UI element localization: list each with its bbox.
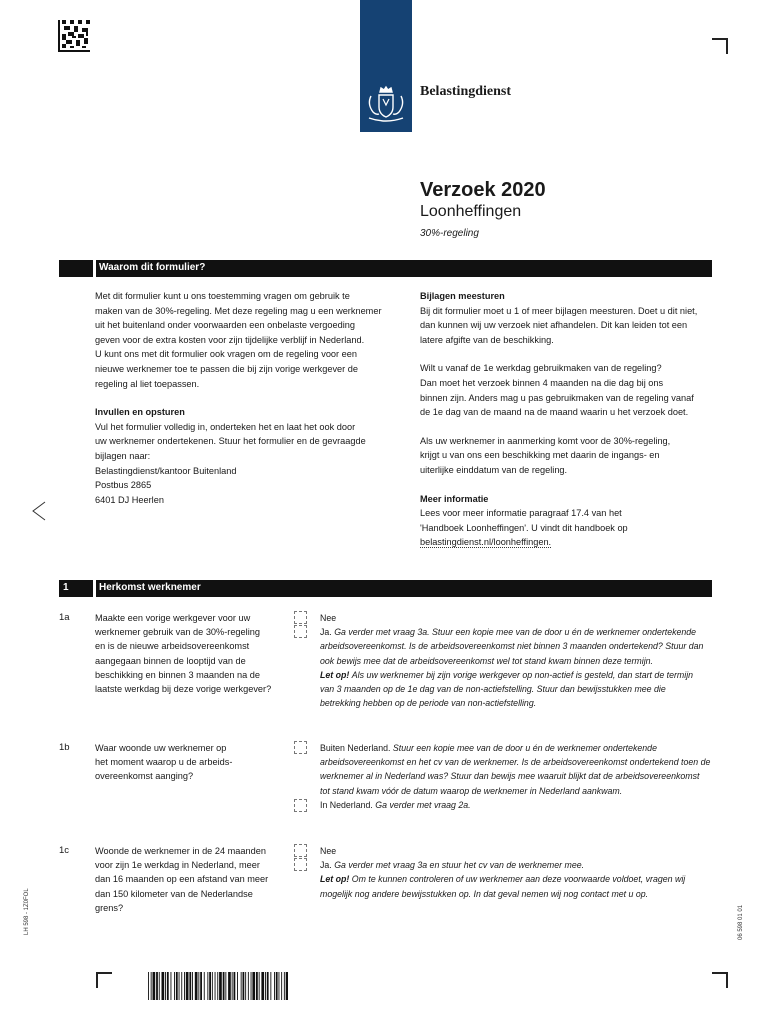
address-line: 6401 DJ Heerlen [95,494,164,505]
info-text: 'Handboek Loonheffingen'. U vindt dit handboek op [420,522,628,533]
info-heading: Meer informatie [420,493,489,504]
option-abroad-text: tot stand kwam vóór de datum waarop de werknemer in Nederland aankwam. [320,785,623,796]
note-text: mogelijk nog andere bewijsstukken op. In dat geval nemen wij nog contact met u op. [320,888,649,899]
option-abroad-text: werknemer al in Nederland was? Stuur dan bewijs mee waaruit blijkt dat de arbeidsovereenkomst [320,771,700,782]
question-line: dan 16 maanden op een afstand van meer [95,874,269,885]
checkbox-1c-yes[interactable] [294,858,307,871]
note-label: Let op! [320,669,350,680]
checkbox-1b-netherlands[interactable] [294,799,307,812]
question-line: beschikking en binnen 3 maanden na de [95,669,260,680]
address-line: Belastingdienst/kantoor Buitenland [95,465,237,476]
option-yes-label: Ja. [320,627,332,638]
question-line: Woonde de werknemer in de 24 maanden [95,846,266,856]
option-yes-text: Ga verder met vraag 3a en stuur het cv van de werknemer mee. [334,860,585,871]
question-line: en is de nieuwe arbeidsovereenkomst [95,641,250,652]
answers-1b [320,741,712,812]
option-yes-text: arbeidsovereenkomst. Is de arbeidsovereenkomst niet binnen 3 maanden ondertekend? Stuur dan [320,641,704,652]
option-yes-label: Ja. [320,860,332,871]
question-line: aangegaan binnen de looptijd van de [95,655,246,666]
candidate-text: Als uw werknemer in aanmerking komt voor de 30%-regeling, [420,435,671,446]
question-line: Maakte een vorige werkgever voor uw [95,613,251,623]
note-text: van 3 maanden op de 1e dag van de non-actiefstelling. Stuur dan bewijsstukken mee die [320,684,666,695]
question-line: voor zijn 1e werkdag in Nederland, meer [95,860,260,871]
form-code-right: 06 598 01 01 [738,904,744,940]
attach-text: Bij dit formulier moet u 1 of meer bijlagen meesturen. Doet u dit niet, [420,305,698,316]
crop-mark [712,972,728,988]
note-text: Om te kunnen controleren of uw werknemer aan deze voorwaarde voldoet, vragen wij [351,874,686,885]
answers-1c [320,844,712,901]
question-line: het moment waarop u de arbeids- [95,757,233,768]
intro-text: Met dit formulier kunt u ons toestemming vragen om gebruik te [95,291,350,301]
question-1b-text [95,741,290,784]
option-netherlands-label: In Nederland. [320,799,373,810]
candidate-text: uiterlijke einddatum van de regeling. [420,464,568,475]
attach-heading: Bijlagen meesturen [420,291,505,301]
question-line: dan 150 kilometer van de Nederlandse [95,888,253,899]
form-code-left: LH 598 - 1Z0FOL [24,888,30,935]
question-line: werknemer gebruik van de 30%-regeling [95,627,260,638]
option-abroad-text: Stuur een kopie mee van de door u én de werknemer ondertekende [392,743,657,753]
option-no-label: Nee [320,846,337,856]
intro-left-column [95,289,395,507]
firstday-text: Dan moet het verzoek binnen 4 maanden na die dag bij ons [420,377,664,388]
form-subtitle: Loonheffingen [420,203,522,220]
intro-text: maken van de 30%-regeling. Met deze regeling mag u een werknemer [95,305,382,316]
firstday-text: binnen zijn. Anders mag u pas gebruikmaken van de regeling vanaf [420,392,694,403]
question-line: overeenkomst aanging? [95,771,194,782]
question-line: laatste werkdag bij deze vorige werkgever? [95,684,272,695]
intro-text: nieuwe werknemer toe te passen die bij zijn vorige werkgever de [95,363,359,374]
section-header-why [59,260,712,277]
option-yes-text: Ga verder met vraag 3a. Stuur een kopie mee van de door u én de werknemer ondertekende [334,627,697,638]
send-text: bijlagen naar: [95,450,151,461]
section-label: Herkomst werknemer [99,582,201,593]
checkbox-1a-yes[interactable] [294,625,307,638]
question-line: Waar woonde uw werknemer op [95,743,227,753]
form-title: Verzoek 2020 [420,179,546,201]
matrix-barcode-icon [58,20,90,52]
option-netherlands-text: Ga verder met vraag 2a. [375,799,471,810]
firstday-text: de 1e dag van de maand na de maand waarin u het verzoek doet. [420,407,689,418]
attach-text: latere afgifte van de beschikking. [420,334,554,345]
info-text: Lees voor meer informatie paragraaf 17.4 van het [420,508,622,519]
question-1a-text [95,611,290,696]
coat-of-arms-icon [363,84,409,124]
send-text: Vul het formulier volledig in, onderteken het en laat het ook door [95,421,356,432]
question-1c-text [95,844,290,915]
fold-mark-icon [30,500,48,522]
checkbox-1c-no[interactable] [294,844,307,857]
barcode-icon [148,972,288,1000]
intro-text: regeling al liet toepassen. [95,378,200,389]
attach-text: dan kunnen wij uw verzoek niet afhandelen. Dit kan leiden tot een [420,320,688,331]
address-line: Postbus 2865 [95,480,152,491]
intro-right-column [420,289,730,550]
crop-mark [96,972,112,988]
question-line: grens? [95,902,124,913]
intro-text: uit het buitenland onder voorwaarden een onbelaste vergoeding [95,320,355,331]
form-name: 30%-regeling [420,228,479,239]
note-text: betrekking hebben op de periode van non-actiefstelling. [320,698,537,709]
option-yes-text: ook bewijs mee dat de arbeidsovereenkomst wel tot stand kwam binnen deze termijn. [320,655,653,666]
checkbox-1a-no[interactable] [294,611,307,624]
option-no-label: Nee [320,613,337,623]
intro-text: geven voor de extra kosten voor zijn tijdelijke verblijf in Nederland. [95,334,365,345]
checkbox-1b-abroad[interactable] [294,741,307,754]
logo-text: Belastingdienst [420,84,512,99]
section-label: Waarom dit formulier? [99,262,206,273]
option-abroad-text: arbeidsovereenkomst en het cv van de werknemer. Is de arbeidsovereenkomst ondertekend toen de [320,757,711,768]
section-number: 1 [63,582,69,593]
section-header-1 [59,580,712,597]
answers-1a [320,611,712,710]
send-heading: Invullen en opsturen [95,407,185,418]
option-abroad-label: Buiten Nederland. [320,743,391,753]
firstday-text: Wilt u vanaf de 1e werkdag gebruikmaken van de regeling? [420,363,662,374]
question-number: 1c [59,845,70,856]
note-text: Als uw werknemer bij zijn vorige werkgever op non-actief is gesteld, dan start de termijn [351,669,694,680]
crop-mark [712,38,728,54]
candidate-text: krijgt u van ons een beschikking met daarin de ingangs- en [420,450,660,461]
intro-text: U kunt ons met dit formulier ook vragen om de regeling voor een [95,349,357,360]
note-label: Let op! [320,874,350,885]
question-number: 1a [59,612,70,623]
question-number: 1b [59,742,70,753]
send-text: uw werknemer ondertekenen. Stuur het formulier en de gevraagde [95,436,366,447]
handbook-link[interactable]: belastingdienst.nl/loonheffingen. [420,537,552,548]
